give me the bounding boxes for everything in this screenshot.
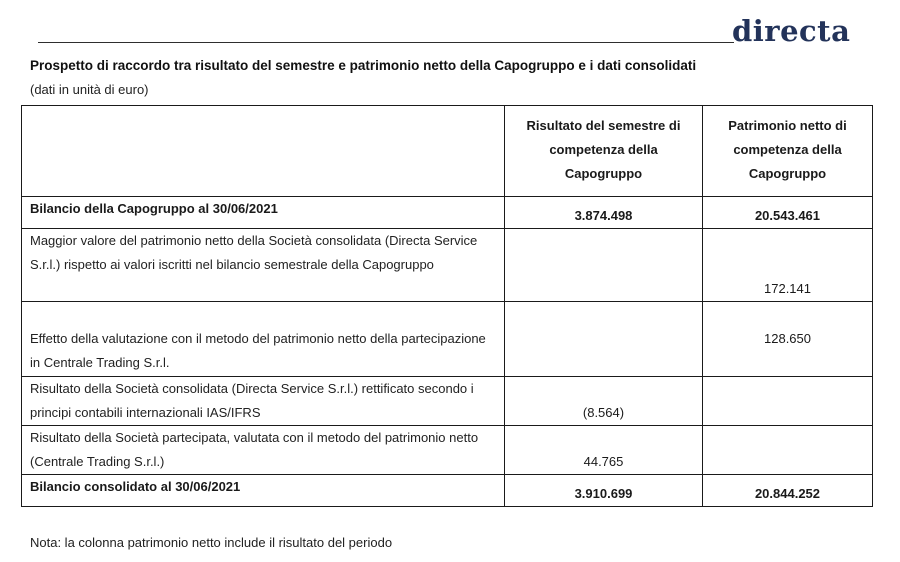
table-row-bilancio-consolidato bbox=[22, 475, 873, 507]
reconciliation-table bbox=[21, 105, 873, 507]
table-row-maggior-valore bbox=[22, 229, 873, 302]
row-label: Bilancio consolidato al 30/06/2021 bbox=[22, 475, 505, 507]
row-patrimonio bbox=[703, 426, 873, 475]
row-label: Effetto della valutazione con il metodo del patrimonio netto della partecipazione in Centrale Trading S.r.l. bbox=[22, 302, 505, 377]
row-risultato: 3.910.699 bbox=[505, 475, 703, 507]
footnote: Nota: la colonna patrimonio netto include il risultato del periodo bbox=[30, 535, 393, 550]
row-label: Bilancio della Capogruppo al 30/06/2021 bbox=[22, 197, 505, 229]
page-subtitle: (dati in unità di euro) bbox=[30, 82, 149, 97]
row-label: Maggior valore del patrimonio netto della Società consolidata (Directa Service S.r.l.) rispetto ai valori iscritti nel bilancio semestrale della Capogruppo bbox=[22, 229, 505, 302]
row-risultato bbox=[505, 302, 703, 377]
row-label: Risultato della Società partecipata, valutata con il metodo del patrimonio netto (Centrale Trading S.r.l.) bbox=[22, 426, 505, 475]
header-patrimonio: Patrimonio netto di competenza della Capogruppo bbox=[703, 106, 873, 197]
row-risultato: (8.564) bbox=[505, 377, 703, 426]
row-label: Risultato della Società consolidata (Directa Service S.r.l.) rettificato secondo i principi contabili internazionali IAS/IFRS bbox=[22, 377, 505, 426]
header-risultato: Risultato del semestre di competenza della Capogruppo bbox=[505, 106, 703, 197]
table-row-bilancio-capogruppo bbox=[22, 197, 873, 229]
table-row-effetto-valutazione bbox=[22, 302, 873, 377]
row-patrimonio: 20.543.461 bbox=[703, 197, 873, 229]
row-patrimonio: 172.141 bbox=[703, 229, 873, 302]
header-empty-cell bbox=[22, 106, 505, 197]
directa-logo: directa bbox=[732, 14, 851, 48]
table-header-row bbox=[22, 106, 873, 197]
row-risultato: 44.765 bbox=[505, 426, 703, 475]
header-rule bbox=[38, 42, 734, 43]
table-row-risultato-consolidata bbox=[22, 377, 873, 426]
row-risultato: 3.874.498 bbox=[505, 197, 703, 229]
table-row-risultato-partecipata bbox=[22, 426, 873, 475]
page-title: Prospetto di raccordo tra risultato del semestre e patrimonio netto della Capogruppo e i dati consolidati bbox=[30, 58, 697, 73]
row-risultato bbox=[505, 229, 703, 302]
row-patrimonio bbox=[703, 377, 873, 426]
row-patrimonio: 128.650 bbox=[703, 302, 873, 377]
row-patrimonio: 20.844.252 bbox=[703, 475, 873, 507]
